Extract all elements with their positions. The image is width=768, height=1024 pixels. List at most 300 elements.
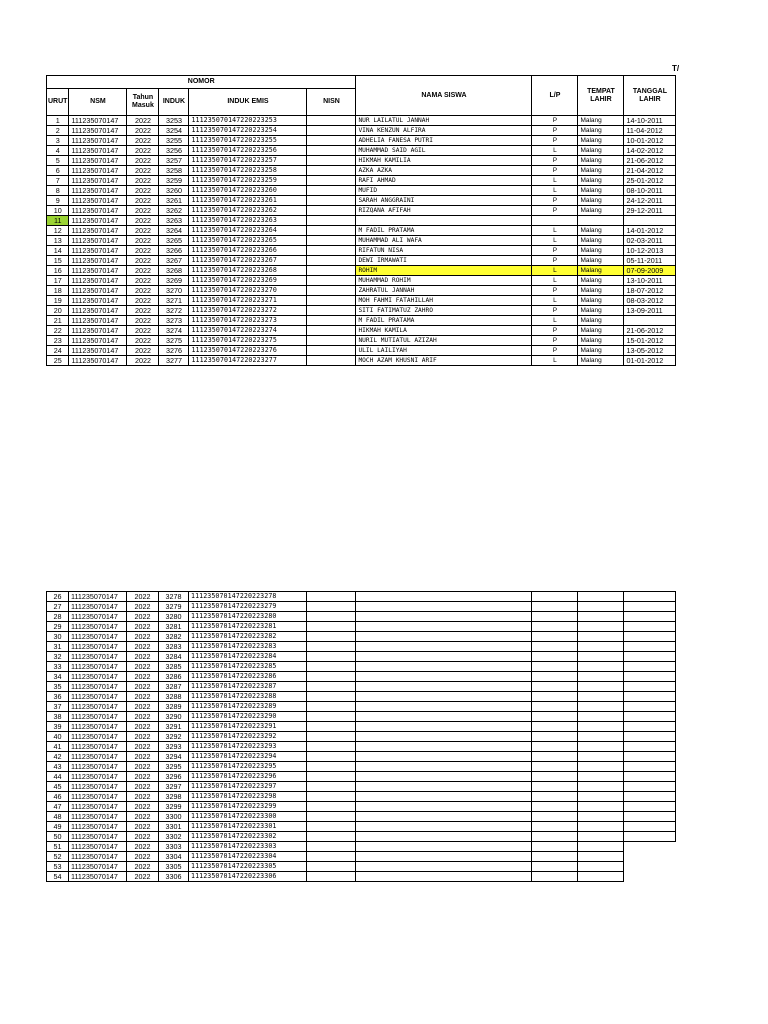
cell-tahun-masuk: 2022 bbox=[127, 632, 159, 642]
cell-tempat-lahir bbox=[578, 752, 624, 762]
cell-induk-emis: 111235070147220223269 bbox=[189, 276, 307, 286]
cell-nama-siswa bbox=[356, 652, 532, 662]
cell-urut: 2 bbox=[47, 126, 69, 136]
cell-lp bbox=[532, 772, 578, 782]
cell-tanggal-lahir bbox=[624, 762, 676, 772]
cell-nsm: 111235070147 bbox=[69, 236, 127, 246]
cell-tanggal-lahir bbox=[624, 802, 676, 812]
cell-nsm: 111235070147 bbox=[69, 722, 127, 732]
cell-induk-emis: 111235070147220223280 bbox=[189, 612, 307, 622]
cell-tahun-masuk: 2022 bbox=[127, 622, 159, 632]
cell-tempat-lahir bbox=[578, 652, 624, 662]
cell-nama-siswa bbox=[356, 702, 532, 712]
cell-induk: 3270 bbox=[159, 286, 189, 296]
cell-tempat-lahir bbox=[578, 842, 624, 852]
table-row bbox=[47, 712, 676, 722]
cell-nsm: 111235070147 bbox=[69, 326, 127, 336]
cell-nama-siswa bbox=[356, 772, 532, 782]
table-row bbox=[47, 136, 676, 146]
cell-urut: 54 bbox=[47, 872, 69, 882]
cell-induk-emis: 111235070147220223291 bbox=[189, 722, 307, 732]
cell-tanggal-lahir: 13-05-2012 bbox=[624, 346, 676, 356]
cell-tanggal-lahir: 02-03-2011 bbox=[624, 236, 676, 246]
cell-tanggal-lahir bbox=[624, 792, 676, 802]
cell-urut: 53 bbox=[47, 862, 69, 872]
cell-urut: 47 bbox=[47, 802, 69, 812]
cell-nsm: 111235070147 bbox=[69, 762, 127, 772]
cell-nsm: 111235070147 bbox=[69, 196, 127, 206]
cell-tempat-lahir: Malang bbox=[578, 246, 624, 256]
table-row bbox=[47, 782, 676, 792]
cell-induk: 3283 bbox=[159, 642, 189, 652]
cell-nama-siswa: NURIL MUTIATUL AZIZAH bbox=[356, 336, 532, 346]
cell-tempat-lahir bbox=[578, 662, 624, 672]
cell-nsm: 111235070147 bbox=[69, 256, 127, 266]
cell-induk: 3280 bbox=[159, 612, 189, 622]
table-row bbox=[47, 772, 676, 782]
cell-nsm: 111235070147 bbox=[69, 592, 127, 602]
cell-nama-siswa: MOCH AZAM KHUSNI ARIF bbox=[356, 356, 532, 366]
cell-nsm: 111235070147 bbox=[69, 842, 127, 852]
cell-nsm: 111235070147 bbox=[69, 296, 127, 306]
header-nomor: NOMOR bbox=[47, 76, 356, 89]
cell-nsm: 111235070147 bbox=[69, 862, 127, 872]
table-row bbox=[47, 722, 676, 732]
cell-urut: 46 bbox=[47, 792, 69, 802]
table-row bbox=[47, 602, 676, 612]
cell-urut: 18 bbox=[47, 286, 69, 296]
cell-induk-emis: 111235070147220223299 bbox=[189, 802, 307, 812]
cell-tanggal-lahir: 18-07-2012 bbox=[624, 286, 676, 296]
table-row bbox=[47, 326, 676, 336]
cell-nsm: 111235070147 bbox=[69, 346, 127, 356]
cell-tempat-lahir bbox=[578, 692, 624, 702]
cell-tempat-lahir bbox=[578, 862, 624, 872]
cell-induk: 3259 bbox=[159, 176, 189, 186]
cell-nama-siswa: SITI FATIMATUZ ZAHRO bbox=[356, 306, 532, 316]
cell-induk-emis: 111235070147220223295 bbox=[189, 762, 307, 772]
cell-tanggal-lahir bbox=[624, 632, 676, 642]
cell-tanggal-lahir: 14-01-2012 bbox=[624, 226, 676, 236]
cell-induk: 3261 bbox=[159, 196, 189, 206]
cell-induk: 3256 bbox=[159, 146, 189, 156]
cell-induk-emis: 111235070147220223290 bbox=[189, 712, 307, 722]
table-row bbox=[47, 276, 676, 286]
cell-urut: 25 bbox=[47, 356, 69, 366]
cell-tempat-lahir: Malang bbox=[578, 326, 624, 336]
cell-induk: 3298 bbox=[159, 792, 189, 802]
cell-induk: 3291 bbox=[159, 722, 189, 732]
cell-nisn bbox=[307, 642, 356, 652]
cell-nama-siswa bbox=[356, 782, 532, 792]
cell-induk: 3303 bbox=[159, 842, 189, 852]
cell-tanggal-lahir: 21-04-2012 bbox=[624, 166, 676, 176]
cell-tempat-lahir: Malang bbox=[578, 316, 624, 326]
table-row bbox=[47, 872, 676, 882]
cell-tanggal-lahir bbox=[624, 642, 676, 652]
cell-nsm: 111235070147 bbox=[69, 136, 127, 146]
cell-nisn bbox=[307, 822, 356, 832]
cell-tahun-masuk: 2022 bbox=[127, 822, 159, 832]
cell-nisn bbox=[307, 792, 356, 802]
cell-urut: 22 bbox=[47, 326, 69, 336]
cell-nsm: 111235070147 bbox=[69, 336, 127, 346]
table-row bbox=[47, 306, 676, 316]
cell-nisn bbox=[307, 782, 356, 792]
cell-lp bbox=[532, 682, 578, 692]
cell-induk: 3254 bbox=[159, 126, 189, 136]
cell-lp: P bbox=[532, 136, 578, 146]
cell-urut: 49 bbox=[47, 822, 69, 832]
cell-tanggal-lahir bbox=[624, 682, 676, 692]
cell-nsm: 111235070147 bbox=[69, 632, 127, 642]
cell-induk: 3263 bbox=[159, 216, 189, 226]
cell-nisn bbox=[307, 286, 356, 296]
cell-tanggal-lahir bbox=[624, 712, 676, 722]
cell-urut: 13 bbox=[47, 236, 69, 246]
cell-nama-siswa bbox=[356, 632, 532, 642]
cell-lp: L bbox=[532, 316, 578, 326]
cell-nisn bbox=[307, 146, 356, 156]
cell-induk-emis: 111235070147220223277 bbox=[189, 356, 307, 366]
corner-label: T/ bbox=[672, 64, 680, 73]
cell-tahun-masuk: 2022 bbox=[127, 156, 159, 166]
table-row bbox=[47, 652, 676, 662]
cell-nama-siswa: DEWI IRMAWATI bbox=[356, 256, 532, 266]
cell-nisn bbox=[307, 186, 356, 196]
cell-nama-siswa: NUR LAILATUL JANNAH bbox=[356, 116, 532, 126]
cell-tahun-masuk: 2022 bbox=[127, 852, 159, 862]
cell-nama-siswa bbox=[356, 872, 532, 882]
cell-nisn bbox=[307, 602, 356, 612]
cell-nama-siswa bbox=[356, 672, 532, 682]
cell-induk-emis: 111235070147220223298 bbox=[189, 792, 307, 802]
cell-tahun-masuk: 2022 bbox=[127, 782, 159, 792]
cell-nsm: 111235070147 bbox=[69, 822, 127, 832]
table-row bbox=[47, 682, 676, 692]
cell-induk: 3253 bbox=[159, 116, 189, 126]
cell-nisn bbox=[307, 622, 356, 632]
cell-nisn bbox=[307, 246, 356, 256]
cell-tahun-masuk: 2022 bbox=[127, 672, 159, 682]
cell-urut: 39 bbox=[47, 722, 69, 732]
cell-lp: L bbox=[532, 176, 578, 186]
cell-nisn bbox=[307, 702, 356, 712]
table-row bbox=[47, 752, 676, 762]
cell-nsm: 111235070147 bbox=[69, 146, 127, 156]
cell-tempat-lahir bbox=[578, 742, 624, 752]
cell-tahun-masuk: 2022 bbox=[127, 196, 159, 206]
cell-nisn bbox=[307, 206, 356, 216]
cell-tahun-masuk: 2022 bbox=[127, 166, 159, 176]
cell-nsm: 111235070147 bbox=[69, 662, 127, 672]
table-row bbox=[47, 216, 676, 226]
cell-lp: P bbox=[532, 286, 578, 296]
cell-lp: L bbox=[532, 266, 578, 276]
cell-nisn bbox=[307, 632, 356, 642]
cell-induk: 3260 bbox=[159, 186, 189, 196]
cell-nama-siswa: VINA KENZUN ALFIRA bbox=[356, 126, 532, 136]
cell-tanggal-lahir: 05-11-2011 bbox=[624, 256, 676, 266]
cell-nama-siswa: ULIL LAILIYAH bbox=[356, 346, 532, 356]
cell-tempat-lahir bbox=[578, 642, 624, 652]
cell-tempat-lahir bbox=[578, 592, 624, 602]
table-row bbox=[47, 762, 676, 772]
cell-tanggal-lahir: 14-02-2012 bbox=[624, 146, 676, 156]
cell-tahun-masuk: 2022 bbox=[127, 236, 159, 246]
cell-lp bbox=[532, 752, 578, 762]
cell-urut: 19 bbox=[47, 296, 69, 306]
cell-nama-siswa: ADHELIA FANESA PUTRI bbox=[356, 136, 532, 146]
cell-tempat-lahir bbox=[578, 822, 624, 832]
cell-induk: 3290 bbox=[159, 712, 189, 722]
cell-nisn bbox=[307, 722, 356, 732]
header-nsm: NSM bbox=[69, 89, 127, 116]
cell-nsm: 111235070147 bbox=[69, 216, 127, 226]
cell-tempat-lahir bbox=[578, 612, 624, 622]
cell-induk: 3282 bbox=[159, 632, 189, 642]
cell-nsm: 111235070147 bbox=[69, 702, 127, 712]
cell-induk: 3269 bbox=[159, 276, 189, 286]
cell-nama-siswa: MUHAMMAD ROHIM bbox=[356, 276, 532, 286]
header-induk: INDUK bbox=[159, 89, 189, 116]
cell-tahun-masuk: 2022 bbox=[127, 176, 159, 186]
cell-nama-siswa: RIZQANA AFIFAH bbox=[356, 206, 532, 216]
cell-urut: 34 bbox=[47, 672, 69, 682]
cell-nama-siswa: RIFATUN NISA bbox=[356, 246, 532, 256]
table-row bbox=[47, 176, 676, 186]
cell-nama-siswa: M FADIL PRATAMA bbox=[356, 316, 532, 326]
student-table-continued bbox=[46, 591, 676, 882]
cell-tanggal-lahir bbox=[624, 872, 676, 882]
cell-lp bbox=[532, 812, 578, 822]
header-nisn: NISN bbox=[307, 89, 356, 116]
cell-nisn bbox=[307, 336, 356, 346]
cell-induk: 3281 bbox=[159, 622, 189, 632]
cell-lp: L bbox=[532, 276, 578, 286]
header-lp: L/P bbox=[532, 76, 578, 116]
cell-induk: 3289 bbox=[159, 702, 189, 712]
cell-nsm: 111235070147 bbox=[69, 612, 127, 622]
cell-induk: 3264 bbox=[159, 226, 189, 236]
cell-induk-emis: 111235070147220223305 bbox=[189, 862, 307, 872]
cell-induk: 3277 bbox=[159, 356, 189, 366]
cell-nsm: 111235070147 bbox=[69, 712, 127, 722]
cell-tanggal-lahir bbox=[624, 822, 676, 832]
cell-urut: 37 bbox=[47, 702, 69, 712]
cell-induk: 3288 bbox=[159, 692, 189, 702]
header-tahun-masuk: Tahun Masuk bbox=[127, 89, 159, 116]
cell-induk: 3294 bbox=[159, 752, 189, 762]
cell-nsm: 111235070147 bbox=[69, 356, 127, 366]
cell-lp: P bbox=[532, 326, 578, 336]
table-row bbox=[47, 246, 676, 256]
cell-tanggal-lahir bbox=[624, 862, 676, 872]
cell-nama-siswa: AZKA AZKA bbox=[356, 166, 532, 176]
cell-urut: 12 bbox=[47, 226, 69, 236]
table-row bbox=[47, 156, 676, 166]
cell-tahun-masuk: 2022 bbox=[127, 356, 159, 366]
cell-induk-emis: 111235070147220223266 bbox=[189, 246, 307, 256]
cell-tempat-lahir bbox=[578, 602, 624, 612]
table-row bbox=[47, 642, 676, 652]
cell-induk-emis: 111235070147220223259 bbox=[189, 176, 307, 186]
cell-lp bbox=[532, 672, 578, 682]
cell-tahun-masuk: 2022 bbox=[127, 266, 159, 276]
cell-nsm: 111235070147 bbox=[69, 206, 127, 216]
cell-induk: 3306 bbox=[159, 872, 189, 882]
table-row bbox=[47, 732, 676, 742]
cell-nama-siswa: HIKMAH KAMILIA bbox=[356, 156, 532, 166]
cell-urut: 33 bbox=[47, 662, 69, 672]
cell-nsm: 111235070147 bbox=[69, 116, 127, 126]
cell-nisn bbox=[307, 682, 356, 692]
table-row bbox=[47, 632, 676, 642]
cell-lp bbox=[532, 652, 578, 662]
cell-tempat-lahir bbox=[578, 782, 624, 792]
cell-tanggal-lahir bbox=[624, 852, 676, 862]
header-urut: URUT bbox=[47, 89, 69, 116]
cell-tanggal-lahir bbox=[624, 216, 676, 226]
cell-tahun-masuk: 2022 bbox=[127, 326, 159, 336]
cell-nama-siswa: SARAH ANGGRAINI bbox=[356, 196, 532, 206]
cell-lp bbox=[532, 822, 578, 832]
table-row bbox=[47, 852, 676, 862]
cell-nama-siswa bbox=[356, 822, 532, 832]
cell-tempat-lahir bbox=[578, 832, 624, 842]
cell-lp bbox=[532, 622, 578, 632]
cell-nama-siswa bbox=[356, 832, 532, 842]
cell-lp bbox=[532, 782, 578, 792]
cell-tahun-masuk: 2022 bbox=[127, 226, 159, 236]
cell-tanggal-lahir bbox=[624, 702, 676, 712]
cell-lp: P bbox=[532, 206, 578, 216]
cell-nisn bbox=[307, 662, 356, 672]
cell-lp: P bbox=[532, 116, 578, 126]
cell-tahun-masuk: 2022 bbox=[127, 206, 159, 216]
cell-nsm: 111235070147 bbox=[69, 156, 127, 166]
cell-nama-siswa bbox=[356, 752, 532, 762]
cell-nama-siswa: M FADIL PRATAMA bbox=[356, 226, 532, 236]
table-row bbox=[47, 822, 676, 832]
cell-nama-siswa bbox=[356, 216, 532, 226]
cell-tahun-masuk: 2022 bbox=[127, 792, 159, 802]
cell-nama-siswa bbox=[356, 842, 532, 852]
cell-tahun-masuk: 2022 bbox=[127, 702, 159, 712]
cell-tanggal-lahir: 13-09-2011 bbox=[624, 306, 676, 316]
cell-induk-emis: 111235070147220223258 bbox=[189, 166, 307, 176]
cell-tahun-masuk: 2022 bbox=[127, 306, 159, 316]
cell-nsm: 111235070147 bbox=[69, 692, 127, 702]
cell-urut: 10 bbox=[47, 206, 69, 216]
cell-tahun-masuk: 2022 bbox=[127, 346, 159, 356]
cell-nsm: 111235070147 bbox=[69, 316, 127, 326]
cell-nama-siswa bbox=[356, 862, 532, 872]
cell-tahun-masuk: 2022 bbox=[127, 872, 159, 882]
cell-urut: 45 bbox=[47, 782, 69, 792]
table-row bbox=[47, 356, 676, 366]
cell-tempat-lahir bbox=[578, 722, 624, 732]
cell-nisn bbox=[307, 116, 356, 126]
cell-nisn bbox=[307, 842, 356, 852]
cell-induk: 3279 bbox=[159, 602, 189, 612]
cell-nsm: 111235070147 bbox=[69, 266, 127, 276]
table-row bbox=[47, 146, 676, 156]
cell-lp bbox=[532, 612, 578, 622]
cell-lp bbox=[532, 872, 578, 882]
cell-urut: 23 bbox=[47, 336, 69, 346]
table-row bbox=[47, 692, 676, 702]
cell-tempat-lahir: Malang bbox=[578, 256, 624, 266]
table-row bbox=[47, 702, 676, 712]
cell-lp bbox=[532, 862, 578, 872]
cell-induk: 3285 bbox=[159, 662, 189, 672]
cell-nisn bbox=[307, 216, 356, 226]
cell-tempat-lahir: Malang bbox=[578, 336, 624, 346]
cell-tempat-lahir: Malang bbox=[578, 266, 624, 276]
cell-nsm: 111235070147 bbox=[69, 852, 127, 862]
table-row bbox=[47, 166, 676, 176]
cell-induk: 3284 bbox=[159, 652, 189, 662]
cell-tanggal-lahir: 15-01-2012 bbox=[624, 336, 676, 346]
cell-nama-siswa: MUFID bbox=[356, 186, 532, 196]
cell-induk: 3267 bbox=[159, 256, 189, 266]
cell-lp: L bbox=[532, 356, 578, 366]
header-induk-emis: INDUK EMIS bbox=[189, 89, 307, 116]
cell-induk-emis: 111235070147220223288 bbox=[189, 692, 307, 702]
cell-lp bbox=[532, 702, 578, 712]
cell-tahun-masuk: 2022 bbox=[127, 772, 159, 782]
cell-tempat-lahir: Malang bbox=[578, 296, 624, 306]
cell-induk: 3276 bbox=[159, 346, 189, 356]
cell-nsm: 111235070147 bbox=[69, 782, 127, 792]
cell-induk-emis: 111235070147220223279 bbox=[189, 602, 307, 612]
cell-induk-emis: 111235070147220223301 bbox=[189, 822, 307, 832]
cell-nama-siswa: MUHAMMAD ALI WAFA bbox=[356, 236, 532, 246]
cell-tanggal-lahir: 11-04-2012 bbox=[624, 126, 676, 136]
cell-tahun-masuk: 2022 bbox=[127, 246, 159, 256]
cell-tanggal-lahir: 21-06-2012 bbox=[624, 326, 676, 336]
cell-urut: 3 bbox=[47, 136, 69, 146]
cell-nisn bbox=[307, 732, 356, 742]
cell-tempat-lahir bbox=[578, 792, 624, 802]
cell-tahun-masuk: 2022 bbox=[127, 862, 159, 872]
cell-induk: 3299 bbox=[159, 802, 189, 812]
cell-tempat-lahir: Malang bbox=[578, 116, 624, 126]
cell-tempat-lahir: Malang bbox=[578, 276, 624, 286]
cell-lp bbox=[532, 592, 578, 602]
cell-urut: 41 bbox=[47, 742, 69, 752]
cell-tempat-lahir bbox=[578, 632, 624, 642]
table-row bbox=[47, 672, 676, 682]
cell-lp: P bbox=[532, 156, 578, 166]
cell-tempat-lahir: Malang bbox=[578, 146, 624, 156]
cell-lp bbox=[532, 762, 578, 772]
cell-induk-emis: 111235070147220223306 bbox=[189, 872, 307, 882]
cell-induk: 3297 bbox=[159, 782, 189, 792]
cell-nsm: 111235070147 bbox=[69, 602, 127, 612]
cell-lp bbox=[532, 852, 578, 862]
table-row bbox=[47, 126, 676, 136]
cell-nisn bbox=[307, 692, 356, 702]
cell-nsm: 111235070147 bbox=[69, 732, 127, 742]
cell-nama-siswa bbox=[356, 742, 532, 752]
cell-induk: 3296 bbox=[159, 772, 189, 782]
cell-tanggal-lahir bbox=[624, 832, 676, 842]
cell-tanggal-lahir bbox=[624, 602, 676, 612]
cell-lp bbox=[532, 642, 578, 652]
cell-induk: 3266 bbox=[159, 246, 189, 256]
